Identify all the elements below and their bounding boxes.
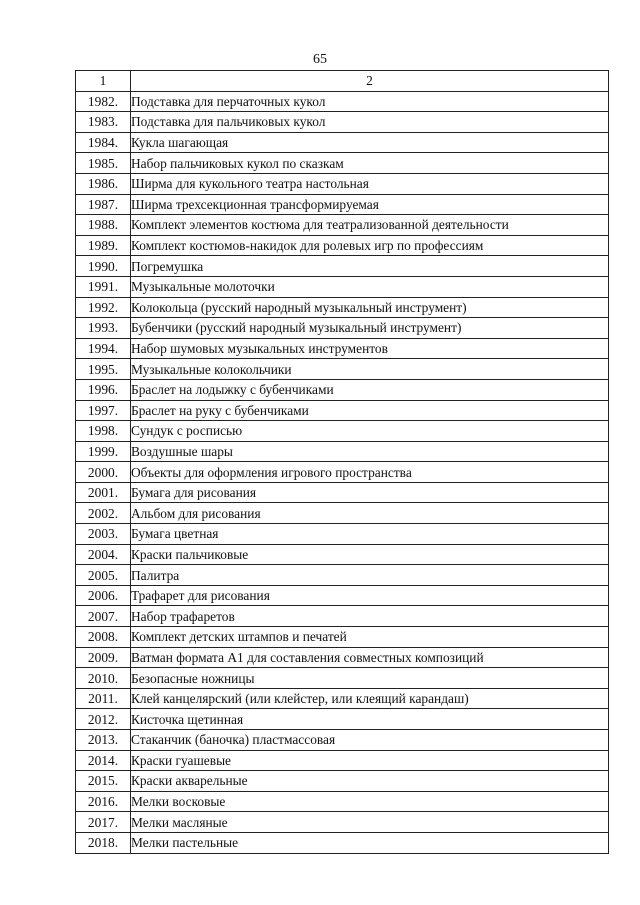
item-name: Ватман формата А1 для составления совместных композиций bbox=[131, 647, 609, 668]
row-number: 1984. bbox=[76, 132, 131, 153]
item-name: Безопасные ножницы bbox=[131, 668, 609, 689]
table-row bbox=[76, 132, 609, 153]
item-name: Комплект детских штампов и печатей bbox=[131, 627, 609, 648]
table-row bbox=[76, 359, 609, 380]
table-row bbox=[76, 215, 609, 236]
table-row bbox=[76, 297, 609, 318]
item-name: Музыкальные молоточки bbox=[131, 276, 609, 297]
page-number: 65 bbox=[313, 52, 327, 67]
item-name: Стаканчик (баночка) пластмассовая bbox=[131, 730, 609, 751]
table-row bbox=[76, 379, 609, 400]
row-number: 1995. bbox=[76, 359, 131, 380]
row-number: 1997. bbox=[76, 400, 131, 421]
row-number: 2002. bbox=[76, 503, 131, 524]
table-row bbox=[76, 524, 609, 545]
table-row bbox=[76, 173, 609, 194]
row-number: 1990. bbox=[76, 256, 131, 277]
table-row bbox=[76, 771, 609, 792]
item-name: Краски пальчиковые bbox=[131, 544, 609, 565]
row-number: 2009. bbox=[76, 647, 131, 668]
row-number: 1989. bbox=[76, 235, 131, 256]
item-name: Мелки масляные bbox=[131, 812, 609, 833]
row-number: 2003. bbox=[76, 524, 131, 545]
item-name: Воздушные шары bbox=[131, 441, 609, 462]
row-number: 2011. bbox=[76, 688, 131, 709]
item-name: Кукла шагающая bbox=[131, 132, 609, 153]
item-name: Колокольца (русский народный музыкальный инструмент) bbox=[131, 297, 609, 318]
row-number: 1987. bbox=[76, 194, 131, 215]
item-name: Музыкальные колокольчики bbox=[131, 359, 609, 380]
table-row bbox=[76, 194, 609, 215]
table-row bbox=[76, 647, 609, 668]
row-number: 2001. bbox=[76, 482, 131, 503]
row-number: 2007. bbox=[76, 606, 131, 627]
items-table bbox=[75, 70, 609, 854]
item-name: Краски акварельные bbox=[131, 771, 609, 792]
table-row bbox=[76, 276, 609, 297]
row-number: 2016. bbox=[76, 791, 131, 812]
row-number: 1982. bbox=[76, 91, 131, 112]
item-name: Подставка для пальчиковых кукол bbox=[131, 112, 609, 133]
table-row bbox=[76, 441, 609, 462]
item-name: Комплект элементов костюма для театрализованной деятельности bbox=[131, 215, 609, 236]
row-number: 1999. bbox=[76, 441, 131, 462]
item-name: Браслет на руку с бубенчиками bbox=[131, 400, 609, 421]
table-body bbox=[76, 91, 609, 853]
row-number: 2005. bbox=[76, 565, 131, 586]
row-number: 2010. bbox=[76, 668, 131, 689]
table-row bbox=[76, 256, 609, 277]
item-name: Клей канцелярский (или клейстер, или клеящий карандаш) bbox=[131, 688, 609, 709]
row-number: 2015. bbox=[76, 771, 131, 792]
row-number: 1985. bbox=[76, 153, 131, 174]
row-number: 2006. bbox=[76, 585, 131, 606]
item-name: Ширма для кукольного театра настольная bbox=[131, 173, 609, 194]
table-row bbox=[76, 688, 609, 709]
row-number: 1988. bbox=[76, 215, 131, 236]
table-row bbox=[76, 462, 609, 483]
item-name: Мелки пастельные bbox=[131, 832, 609, 853]
row-number: 2000. bbox=[76, 462, 131, 483]
table-row bbox=[76, 668, 609, 689]
table-row bbox=[76, 503, 609, 524]
row-number: 1998. bbox=[76, 421, 131, 442]
table-row bbox=[76, 832, 609, 853]
item-name: Подставка для перчаточных кукол bbox=[131, 91, 609, 112]
table-row bbox=[76, 112, 609, 133]
item-name: Бубенчики (русский народный музыкальный инструмент) bbox=[131, 318, 609, 339]
table-row bbox=[76, 421, 609, 442]
row-number: 2013. bbox=[76, 730, 131, 751]
item-name: Бумага цветная bbox=[131, 524, 609, 545]
table-header-row bbox=[76, 71, 609, 92]
table-row bbox=[76, 606, 609, 627]
table-row bbox=[76, 812, 609, 833]
table-row bbox=[76, 627, 609, 648]
table-row bbox=[76, 400, 609, 421]
table-row bbox=[76, 338, 609, 359]
table-row bbox=[76, 709, 609, 730]
item-name: Кисточка щетинная bbox=[131, 709, 609, 730]
item-name: Краски гуашевые bbox=[131, 750, 609, 771]
column-header-number: 1 bbox=[76, 71, 131, 92]
item-name: Браслет на лодыжку с бубенчиками bbox=[131, 379, 609, 400]
row-number: 2014. bbox=[76, 750, 131, 771]
item-name: Набор шумовых музыкальных инструментов bbox=[131, 338, 609, 359]
item-name: Бумага для рисования bbox=[131, 482, 609, 503]
item-name: Сундук с росписью bbox=[131, 421, 609, 442]
row-number: 1992. bbox=[76, 297, 131, 318]
table-row bbox=[76, 585, 609, 606]
row-number: 1993. bbox=[76, 318, 131, 339]
item-name: Комплект костюмов-накидок для ролевых игр по профессиям bbox=[131, 235, 609, 256]
table-row bbox=[76, 565, 609, 586]
table-row bbox=[76, 318, 609, 339]
table-row bbox=[76, 482, 609, 503]
item-name: Трафарет для рисования bbox=[131, 585, 609, 606]
row-number: 2017. bbox=[76, 812, 131, 833]
item-name: Ширма трехсекционная трансформируемая bbox=[131, 194, 609, 215]
row-number: 2012. bbox=[76, 709, 131, 730]
column-header-name: 2 bbox=[131, 71, 609, 92]
item-name: Набор пальчиковых кукол по сказкам bbox=[131, 153, 609, 174]
table-row bbox=[76, 544, 609, 565]
row-number: 2004. bbox=[76, 544, 131, 565]
item-name: Объекты для оформления игрового пространства bbox=[131, 462, 609, 483]
item-name: Альбом для рисования bbox=[131, 503, 609, 524]
item-name: Погремушка bbox=[131, 256, 609, 277]
table-row bbox=[76, 791, 609, 812]
row-number: 1994. bbox=[76, 338, 131, 359]
row-number: 1983. bbox=[76, 112, 131, 133]
table-row bbox=[76, 235, 609, 256]
table-row bbox=[76, 153, 609, 174]
table-row bbox=[76, 750, 609, 771]
table-row bbox=[76, 730, 609, 751]
row-number: 1991. bbox=[76, 276, 131, 297]
row-number: 2008. bbox=[76, 627, 131, 648]
row-number: 1986. bbox=[76, 173, 131, 194]
item-name: Мелки восковые bbox=[131, 791, 609, 812]
row-number: 1996. bbox=[76, 379, 131, 400]
table-row bbox=[76, 91, 609, 112]
item-name: Палитра bbox=[131, 565, 609, 586]
row-number: 2018. bbox=[76, 832, 131, 853]
item-name: Набор трафаретов bbox=[131, 606, 609, 627]
